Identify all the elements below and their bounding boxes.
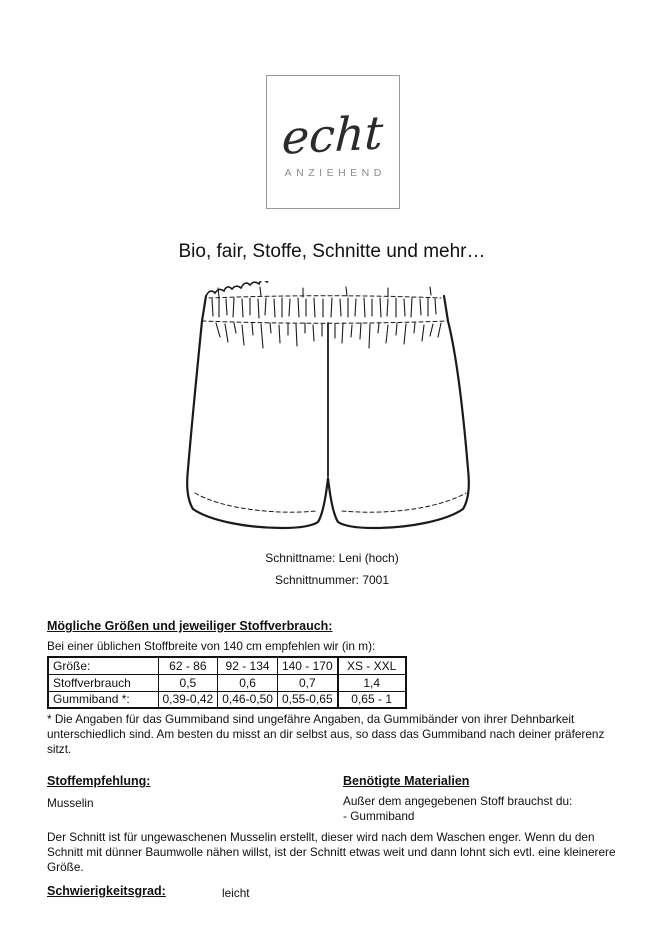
sizes-section-title: Mögliche Größen und jeweiliger Stoffverbrauch: — [47, 619, 333, 633]
shorts-technical-drawing — [182, 281, 487, 533]
fabric-note: Der Schnitt ist für ungewaschenen Musselin erstellt, dieser wird nach dem Waschen enger. Wenn du den Schnitt mit dünner Baumwolle nähen willst, ist der Schnitt etwas weit und dann lohnt sich evtl. eine kleinerere Größe. — [47, 830, 616, 875]
brand-logo-subtitle: ANZIEHEND — [284, 166, 386, 179]
materials-list-item: - Gummiband — [343, 809, 415, 823]
table-cell: 0,5 — [158, 674, 218, 691]
table-row-elastic — [48, 691, 406, 708]
brand-logo-script-text: echt — [281, 104, 385, 165]
pattern-name: Schnittname: Leni (hoch) — [265, 551, 399, 565]
table-row-sizes — [48, 657, 406, 674]
table-cell: 0,65 - 1 — [338, 691, 406, 708]
sizes-section-intro: Bei einer üblichen Stoffbreite von 140 cm empfehlen wir (in m): — [47, 639, 376, 653]
sizes-fabric-table — [47, 656, 407, 709]
table-cell: 0,6 — [218, 674, 278, 691]
fabric-section-title: Stoffempfehlung: — [47, 774, 151, 788]
table-cell: 0,7 — [277, 674, 337, 691]
pattern-number: Schnittnummer: 7001 — [274, 573, 390, 587]
difficulty-section-title: Schwierigkeitsgrad: — [47, 884, 166, 898]
materials-intro: Außer dem angegebenen Stoff brauchst du: — [343, 794, 573, 808]
table-cell: 92 - 134 — [218, 657, 278, 674]
materials-section-title: Benötigte Materialien — [343, 774, 470, 788]
elastic-footnote: * Die Angaben für das Gummiband sind ungefähre Angaben, da Gummibänder von ihrer Dehnbarkeit unterschiedlich sind. Am besten du misst an dir selbst aus, so dass das Gummiband nach deiner präferenz sitzt. — [47, 712, 605, 757]
table-cell: XS - XXL — [338, 657, 406, 674]
table-cell: 1,4 — [338, 674, 406, 691]
table-cell: 140 - 170 — [277, 657, 337, 674]
table-cell: 0,46-0,50 — [218, 691, 278, 708]
page-title: Bio, fair, Stoffe, Schnitte und mehr… — [178, 241, 486, 262]
table-cell: 0,39-0,42 — [158, 691, 218, 708]
fabric-recommendation: Musselin — [47, 796, 94, 810]
table-cell: Größe: — [48, 657, 158, 674]
table-cell: Gummiband *: — [48, 691, 158, 708]
table-cell: 0,55-0,65 — [277, 691, 337, 708]
table-cell: 62 - 86 — [158, 657, 218, 674]
table-row-fabric-usage — [48, 674, 406, 691]
difficulty-value: leicht — [222, 886, 250, 900]
brand-logo — [266, 75, 400, 209]
table-cell: Stoffverbrauch — [48, 674, 158, 691]
